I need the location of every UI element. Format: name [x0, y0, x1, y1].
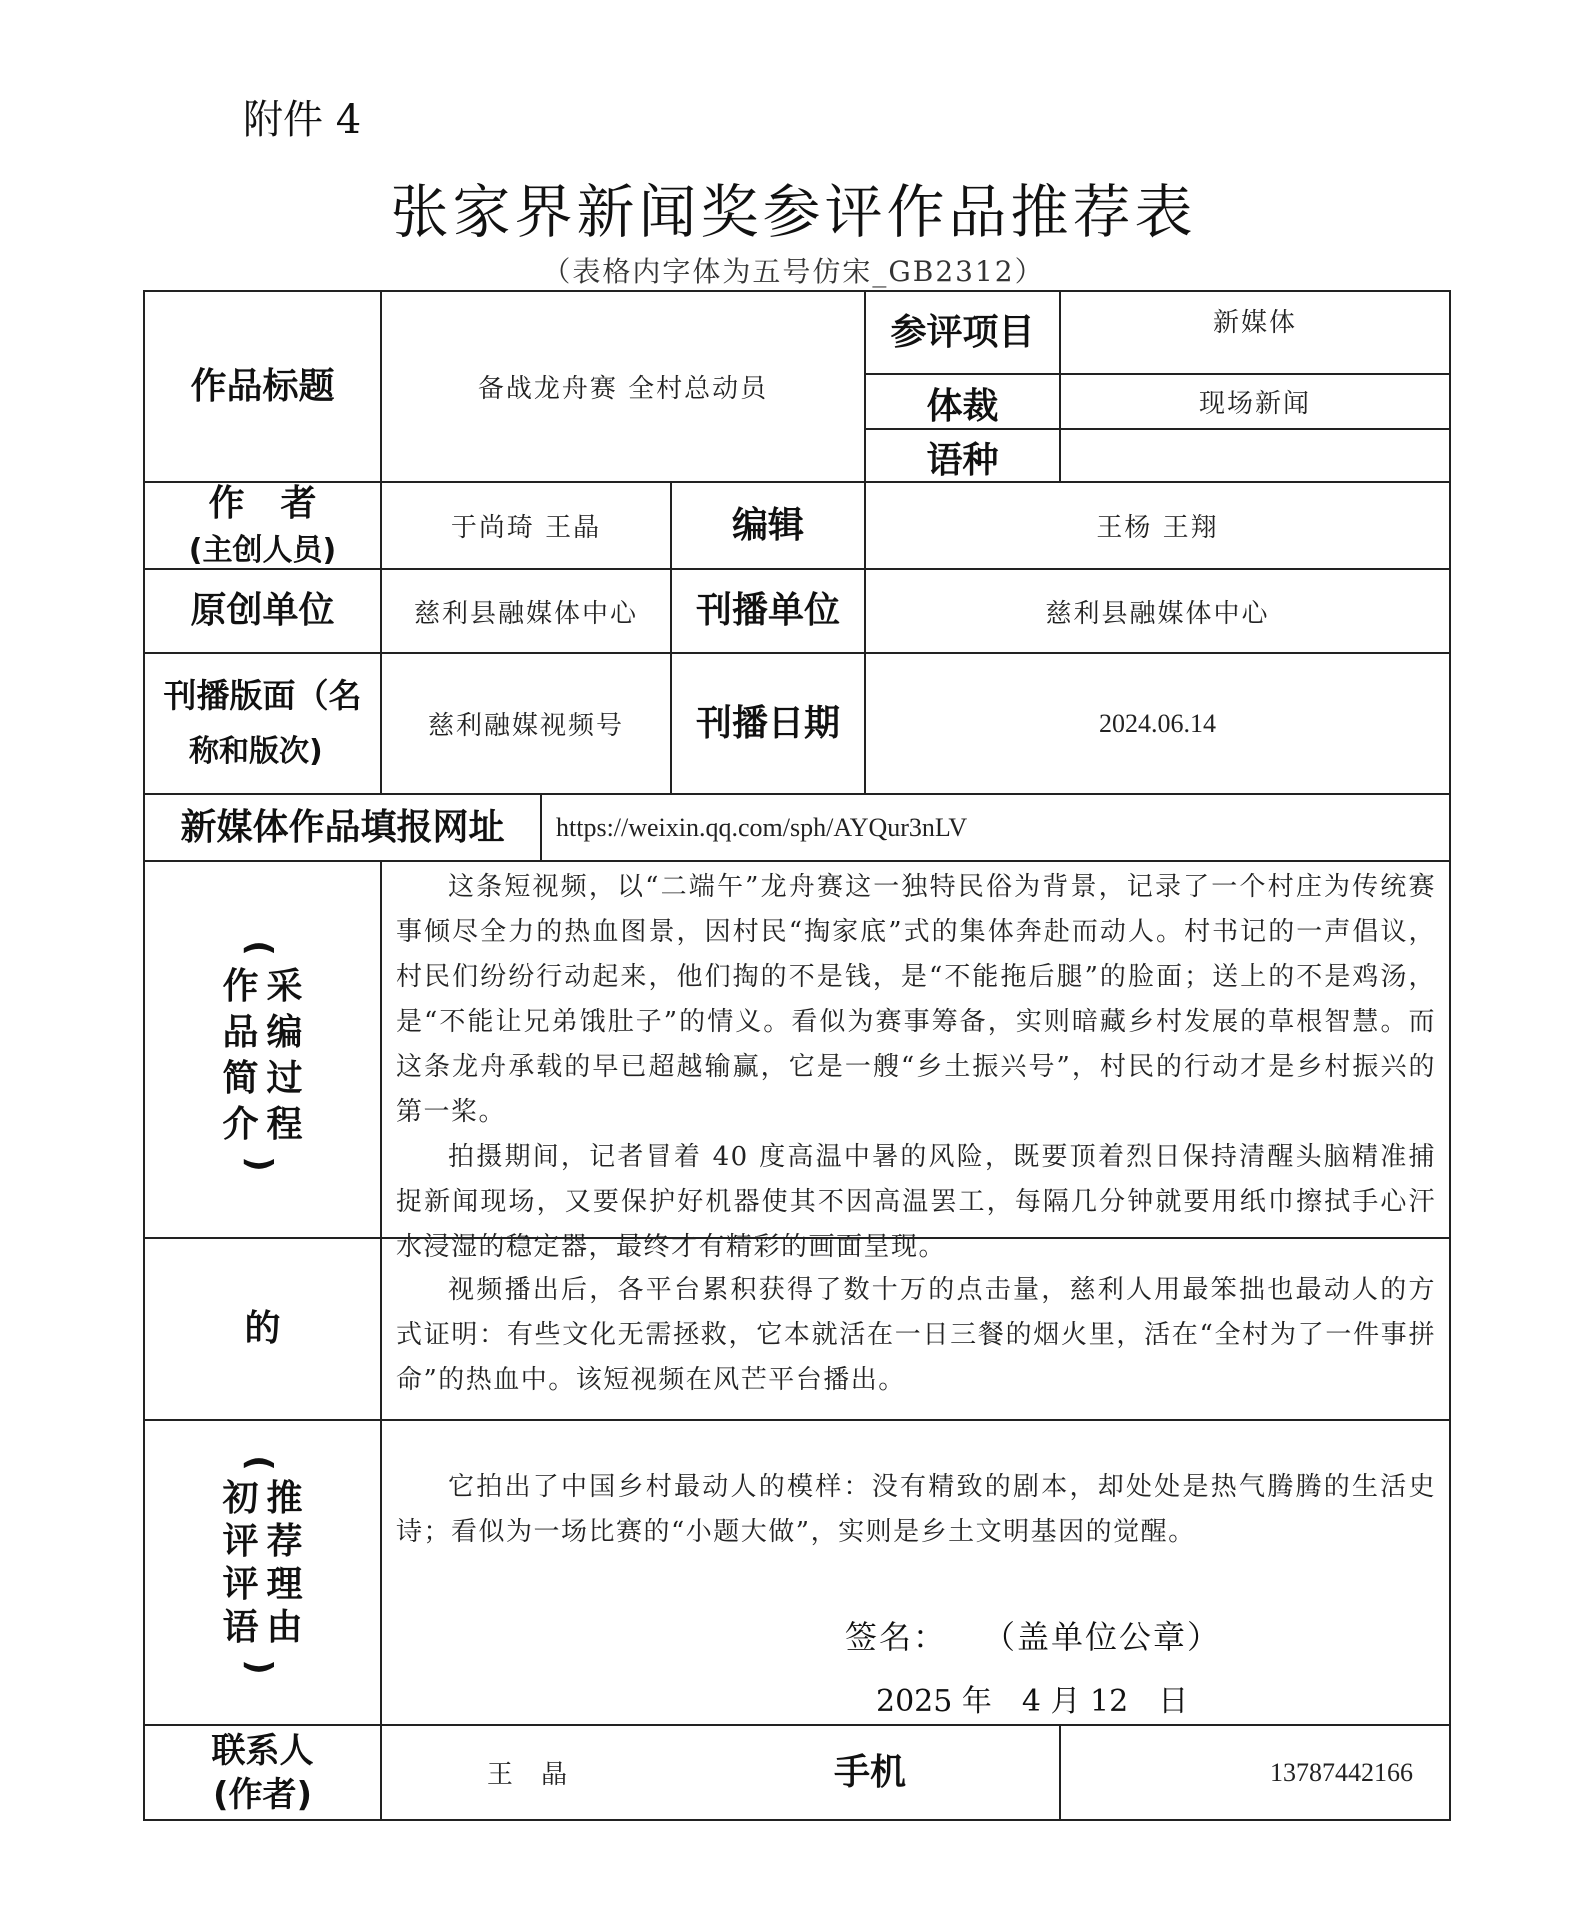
language-value [1061, 430, 1449, 481]
review-date: 2025 年 4 月 12 日 [876, 1684, 1189, 1719]
bracket-open: ( [238, 1455, 279, 1471]
editor-label: 编辑 [731, 504, 804, 546]
process-label-char: 采 [266, 966, 303, 1007]
process-text [396, 865, 1436, 1270]
publish-date-value: 2024.06.14 [1099, 708, 1216, 738]
effect-label: 的 [244, 1308, 281, 1350]
url-value: https://weixin.qq.com/sph/AYQur3nLV [556, 812, 968, 842]
process-label-char: 过 [266, 1058, 303, 1099]
review-label [145, 1421, 380, 1724]
publish-page-label: 刊播版面（名 [163, 675, 362, 715]
review-label-char: 推 [266, 1478, 303, 1519]
publish-page-sublabel: 称和版次) [189, 733, 323, 769]
author-value: 于尚琦 王晶 [450, 513, 602, 543]
process-label-char: 品 [222, 1012, 259, 1053]
review-text [396, 1465, 1436, 1555]
publish-date-label: 刊播日期 [695, 702, 840, 744]
attachment-label: 附件 4 [243, 97, 362, 143]
review-paragraph: 它拍出了中国乡村最动人的模样：没有精致的剧本，却处处是热气腾腾的生活史诗；看似为一场比赛的“小题大做”，实则是乡土文明基因的觉醒。 [396, 1472, 1436, 1547]
phone-value: 13787442166 [1270, 1757, 1413, 1787]
publish-unit-label: 刊播单位 [695, 590, 840, 632]
language-label: 语种 [926, 439, 999, 481]
genre-label: 体裁 [926, 385, 999, 427]
process-label-char: 程 [266, 1104, 303, 1145]
author-sublabel: (主创人员) [188, 533, 337, 569]
review-label-char: 由 [266, 1607, 303, 1648]
process-label-char: 简 [222, 1058, 259, 1099]
review-label-char: 评 [222, 1521, 259, 1562]
category-label: 参评项目 [890, 311, 1035, 353]
review-label-char: 理 [266, 1564, 303, 1605]
contact-label: 联系人 [211, 1730, 314, 1771]
grid-line [380, 860, 382, 1821]
work-title-value: 备战龙舟赛 全村总动员 [477, 374, 769, 404]
process-label-char: 编 [266, 1012, 303, 1053]
bracket-open: ( [238, 940, 279, 956]
review-label-char: 初 [222, 1478, 259, 1519]
contact-value: 王 晶 [486, 1760, 578, 1790]
effect-text [396, 1268, 1436, 1403]
bracket-close: ) [238, 1156, 279, 1172]
url-label: 新媒体作品填报网址 [180, 806, 505, 848]
effect-paragraph: 视频播出后，各平台累积获得了数十万的点击量，慈利人用最笨拙也最动人的方式证明：有些文化无需拯救，它本就活在一日三餐的烟火里，活在“全村为了一件事拼命”的热血中。该短视频在风芒平台播出。 [396, 1275, 1436, 1395]
review-label-char: 荐 [266, 1521, 303, 1562]
publish-unit-value: 慈利县融媒体中心 [1045, 598, 1270, 629]
editor-value: 王杨 王翔 [1096, 513, 1219, 543]
category-value: 新媒体 [1212, 308, 1297, 338]
signature-line: 签名： （盖单位公章） [845, 1618, 1222, 1656]
review-label-char: 语 [222, 1607, 259, 1648]
bracket-close: ) [238, 1659, 279, 1675]
review-label-char: 评 [222, 1564, 259, 1605]
original-unit-value: 慈利县融媒体中心 [413, 598, 638, 629]
genre-value: 现场新闻 [1198, 389, 1311, 419]
publish-page-value: 慈利融媒视频号 [427, 711, 624, 741]
original-unit-label: 原创单位 [190, 590, 335, 632]
process-paragraph: 这条短视频，以“二端午”龙舟赛这一独特民俗为背景，记录了一个村庄为传统赛事倾尽全力的热血图景，因村民“掏家底”式的集体奔赴而动人。村书记的一声倡议，村民们纷纷行动起来，他们掏的不是钱，是“不能拖后腿”的脸面；送上的不是鸡汤，是“不能让兄弟饿肚子”的情义。看似为赛事筹备，实则暗藏乡村发展的草根智慧。而这条龙舟承载的早已超越输赢，它是一艘“乡土振兴号”，村民的行动才是乡村振兴的第一桨。 [396, 872, 1436, 1127]
page-subtitle: （表格内字体为五号仿宋_GB2312） [542, 255, 1045, 288]
process-label-char: 介 [222, 1104, 259, 1145]
phone-label: 手机 [833, 1751, 906, 1793]
contact-sublabel: (作者) [212, 1774, 313, 1815]
process-label-char: 作 [222, 966, 259, 1007]
page-title: 张家界新闻奖参评作品推荐表 [390, 178, 1197, 246]
process-paragraph: 拍摄期间，记者冒着 40 度高温中暑的风险，既要顶着烈日保持清醒头脑精准捕捉新闻现场，又要保护好机器使其不因高温罢工，每隔几分钟就要用纸巾擦拭手心汗水浸湿的稳定器，最终才有精彩的画面呈现。 [396, 1142, 1436, 1262]
process-label [145, 862, 380, 1237]
author-label: 作 者 [208, 482, 317, 524]
work-title-label: 作品标题 [190, 365, 335, 407]
